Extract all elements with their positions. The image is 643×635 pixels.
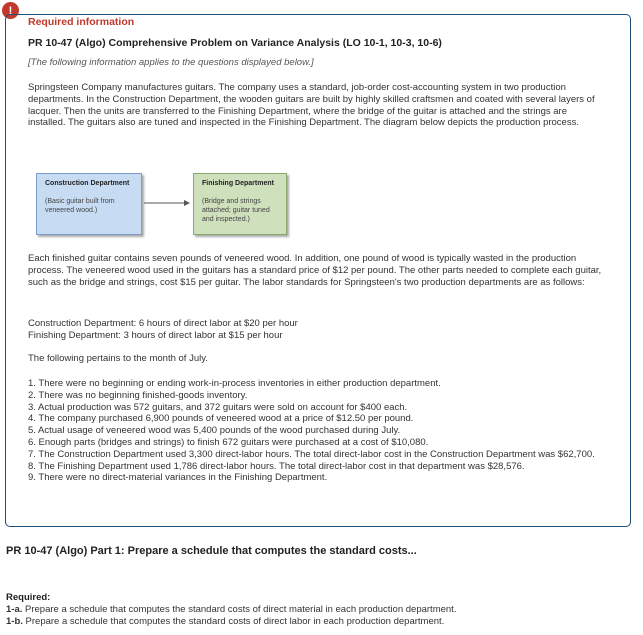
list-item: 5. Actual usage of veneered wood was 5,400 pounds of the wood purchased during July.: [28, 425, 401, 437]
requirement-text: Prepare a schedule that computes the standard costs of direct labor in each production department.: [25, 615, 445, 627]
requirements-list: [6, 604, 456, 627]
construction-department-box: [36, 173, 142, 235]
requirement-key: 1-a.: [6, 604, 23, 615]
month-line: The following pertains to the month of July.: [28, 353, 208, 364]
requirement-key: 1-b.: [6, 615, 23, 627]
labor-standard-construction: Construction Department: 6 hours of direct labor at $20 per hour: [28, 318, 298, 329]
list-item: 6. Enough parts (bridges and strings) to finish 672 guitars were purchased at a cost of $10,080.: [28, 436, 429, 448]
construction-desc: (Basic guitar built from veneered wood.): [45, 198, 115, 214]
list-item: 4. The company purchased 6,900 pounds of veneered wood at a price of $12.50 per pound.: [28, 413, 414, 425]
requirement-item: [6, 604, 456, 616]
list-item: 8. The Finishing Department used 1,786 direct-labor hours. The total direct-labor cost in that department was $28,576.: [28, 460, 525, 472]
intro-paragraph: Springsteen Company manufactures guitars. The company uses a standard, job-order cost-accounting system in two production departments. In the Construction Department, the wooden guitars are built by highly skilled craftsmen and coated with several layers of lacquer. Then the units are transferred to the Finishing Department, where the bridge of the guitar is attached and the strings are installed. The guitars also are tuned and inspected in the Finishing Department. The diagram below depicts the production process.: [28, 82, 595, 129]
finishing-title: Finishing Department: [202, 180, 274, 187]
standards-paragraph: Each finished guitar contains seven pounds of veneered wood. In addition, one pound of wood is typically wasted in the production process. The veneered wood used in the guitars has a standard price of $12 per pound. The other parts needed to complete each guitar, such as the bridge and strings, cost $15 per guitar. The labor standards for Springsteen's two production departments are as follows:: [28, 253, 602, 288]
list-item: 1. There were no beginning or ending work-in-process inventories in either production department.: [28, 378, 441, 389]
finishing-desc: (Bridge and strings attached; guitar tuned and inspected.): [202, 198, 270, 223]
labor-standard-finishing: Finishing Department: 3 hours of direct labor at $15 per hour: [28, 330, 283, 341]
requirement-item: [6, 616, 456, 628]
part-title: PR 10-47 (Algo) Part 1: Prepare a schedule that computes the standard costs...: [6, 545, 417, 557]
info-note: [The following information applies to the questions displayed below.]: [28, 57, 314, 68]
alert-icon: !: [2, 2, 19, 19]
finishing-department-box: [193, 173, 287, 235]
problem-title: PR 10-47 (Algo) Comprehensive Problem on Variance Analysis (LO 10-1, 10-3, 10-6): [28, 37, 442, 49]
list-item: 9. There were no direct-material variances in the Finishing Department.: [28, 472, 328, 484]
required-heading: Required:: [6, 592, 51, 603]
list-item: 2. There was no beginning finished-goods inventory.: [28, 389, 248, 401]
construction-title: Construction Department: [45, 180, 130, 187]
list-item: 7. The Construction Department used 3,300 direct-labor hours. The total direct-labor cost in the Construction Department was $62,700.: [28, 448, 595, 460]
flow-arrow-icon: [144, 198, 190, 208]
facts-list: [28, 378, 608, 484]
requirement-text: Prepare a schedule that computes the standard costs of direct material in each production department.: [25, 604, 457, 615]
required-information-title: Required information: [28, 16, 135, 28]
list-item: 3. Actual production was 572 guitars, and 372 guitars were sold on account for $400 each.: [28, 401, 408, 413]
